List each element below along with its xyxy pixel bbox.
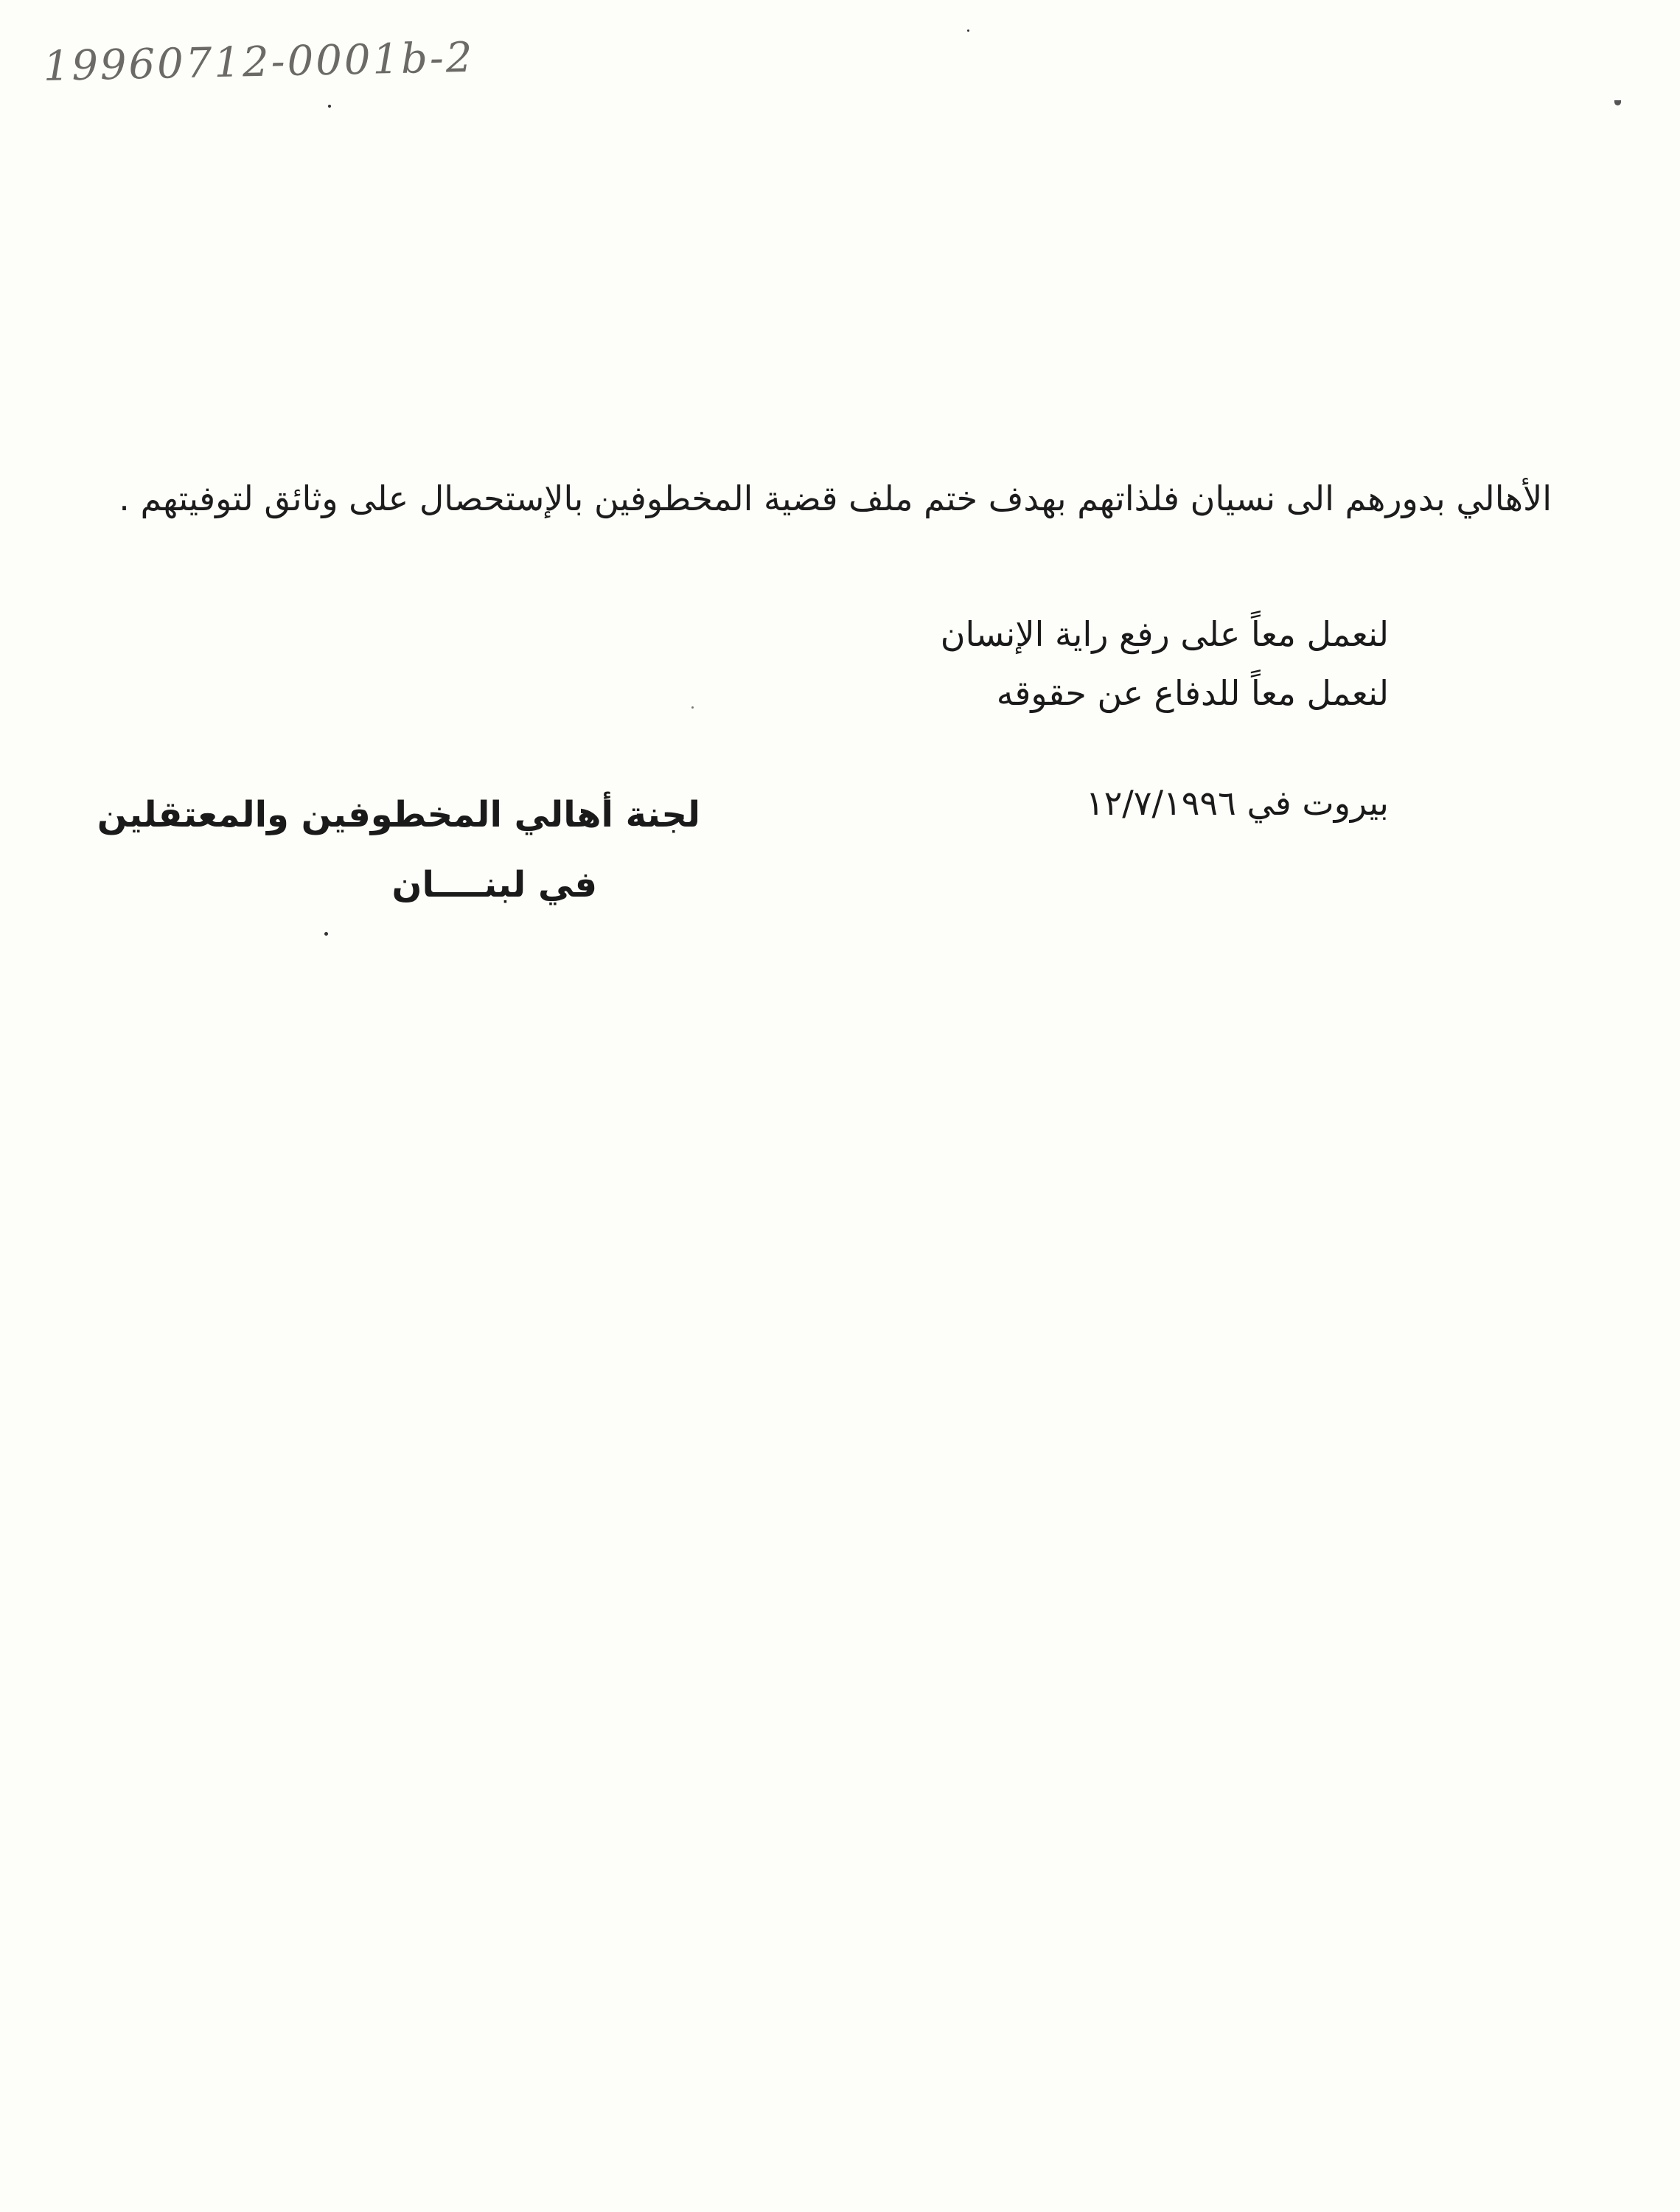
reference-number: 19960712-0001b-2	[43, 33, 475, 91]
slogan-line: لنعمل معاً للدفاع عن حقوقه	[996, 673, 1389, 713]
scan-speck	[691, 706, 694, 709]
scan-speck	[967, 29, 969, 32]
place-date: بيروت في ١٢/٧/١٩٩٦	[1085, 783, 1389, 823]
scan-speck	[324, 932, 328, 936]
body-paragraph: الأهالي بدورهم الى نسيان فلذاتهم بهدف ختم ملف قضية المخطوفين بالإستحصال على وثائق لتوفيتهم .	[119, 479, 1552, 518]
signature-committee-name: لجنة أهالي المخطوفين والمعتقلين	[97, 794, 700, 835]
scan-speck	[1614, 100, 1621, 105]
slogan-line: لنعمل معاً على رفع راية الإنسان	[940, 614, 1389, 654]
signature-block	[97, 780, 700, 920]
scan-speck	[328, 105, 331, 108]
signature-location: في لبنــــان	[391, 864, 597, 905]
slogans	[941, 605, 1389, 723]
